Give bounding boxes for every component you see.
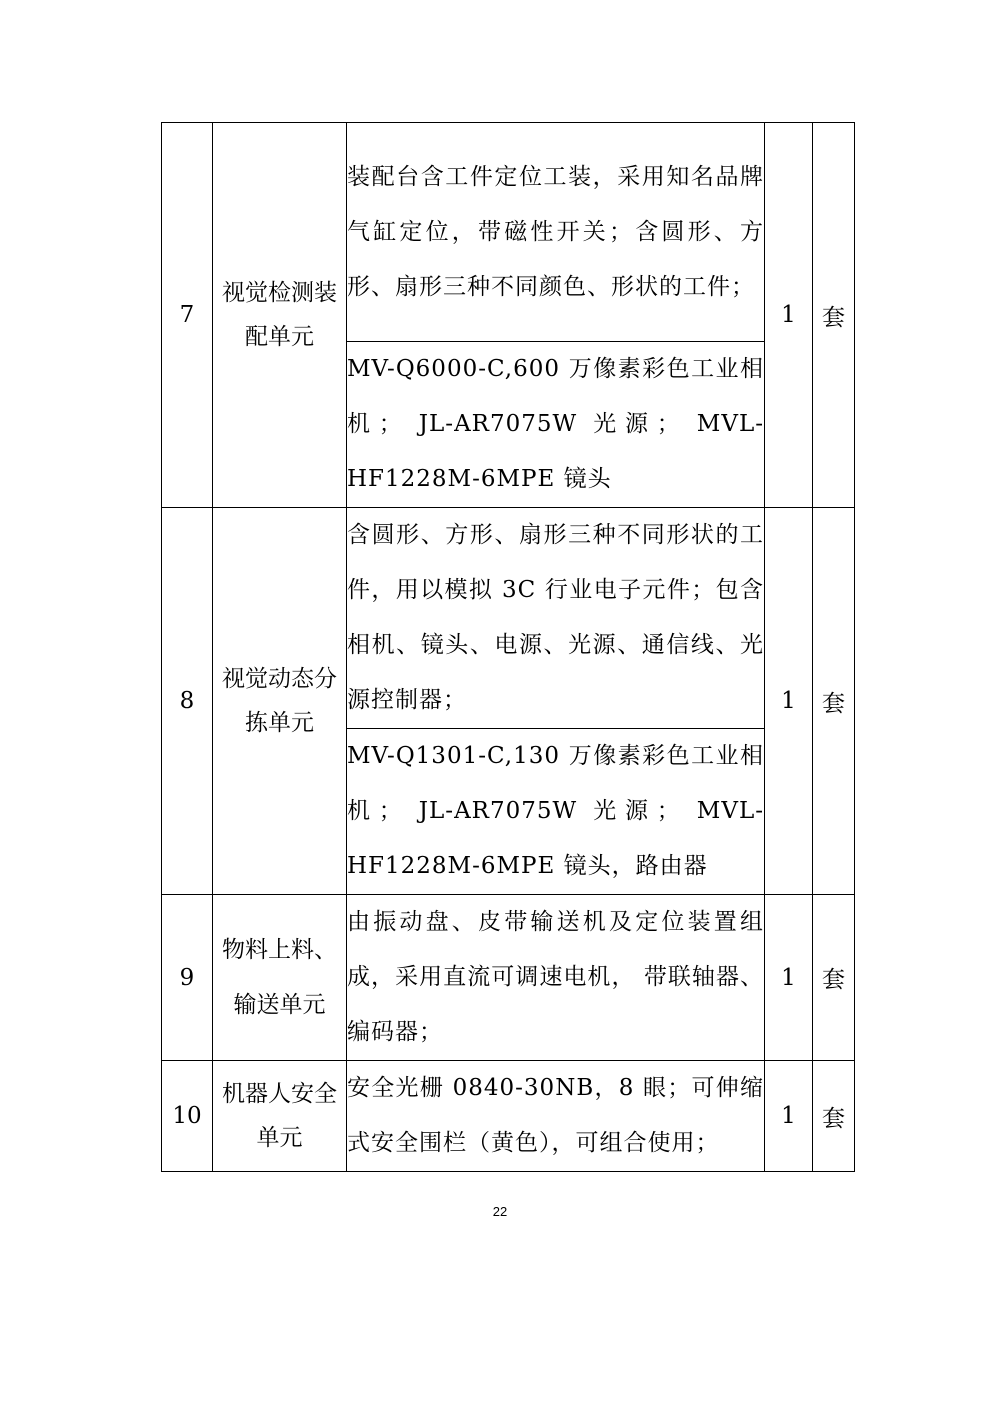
item-number: 7 — [162, 123, 213, 508]
table-row — [162, 895, 855, 1061]
item-quantity: 1 — [765, 1061, 813, 1172]
item-description: 装配台含工件定位工装，采用知名品牌气缸定位，带磁性开关；含圆形、方形、扇形三种不同颜色、形状的工件； — [347, 123, 765, 342]
item-name: 视觉动态分拣单元 — [213, 508, 347, 895]
item-name: 视觉检测装配单元 — [213, 123, 347, 508]
table-row — [162, 123, 855, 342]
item-unit: 套 — [813, 1061, 855, 1172]
table-row — [162, 508, 855, 729]
page-number: 22 — [492, 1204, 508, 1219]
item-number: 8 — [162, 508, 213, 895]
item-description: 含圆形、方形、扇形三种不同形状的工件，用以模拟 3C 行业电子元件；包含相机、镜头、电源、光源、通信线、光源控制器； — [347, 508, 765, 729]
item-quantity: 1 — [765, 508, 813, 895]
item-name: 物料上料、输送单元 — [213, 895, 347, 1061]
item-number: 9 — [162, 895, 213, 1061]
item-description: MV-Q6000-C,600 万像素彩色工业相机； JL-AR7075W 光源； MVL-HF1228M-6MPE 镜头 — [347, 342, 765, 508]
item-quantity: 1 — [765, 123, 813, 508]
item-quantity: 1 — [765, 895, 813, 1061]
equipment-spec-table — [161, 122, 855, 1172]
item-number: 10 — [162, 1061, 213, 1172]
table-row — [162, 1061, 855, 1172]
item-name: 机器人安全单元 — [213, 1061, 347, 1172]
item-description: 由振动盘、皮带输送机及定位装置组成，采用直流可调速电机， 带联轴器、编码器； — [347, 895, 765, 1061]
item-description: 安全光栅 0840-30NB，8 眼；可伸缩式安全围栏（黄色），可组合使用； — [347, 1061, 765, 1172]
item-unit: 套 — [813, 508, 855, 895]
item-unit: 套 — [813, 123, 855, 508]
item-unit: 套 — [813, 895, 855, 1061]
item-description: MV-Q1301-C,130 万像素彩色工业相机； JL-AR7075W 光源； MVL-HF1228M-6MPE 镜头，路由器 — [347, 729, 765, 895]
